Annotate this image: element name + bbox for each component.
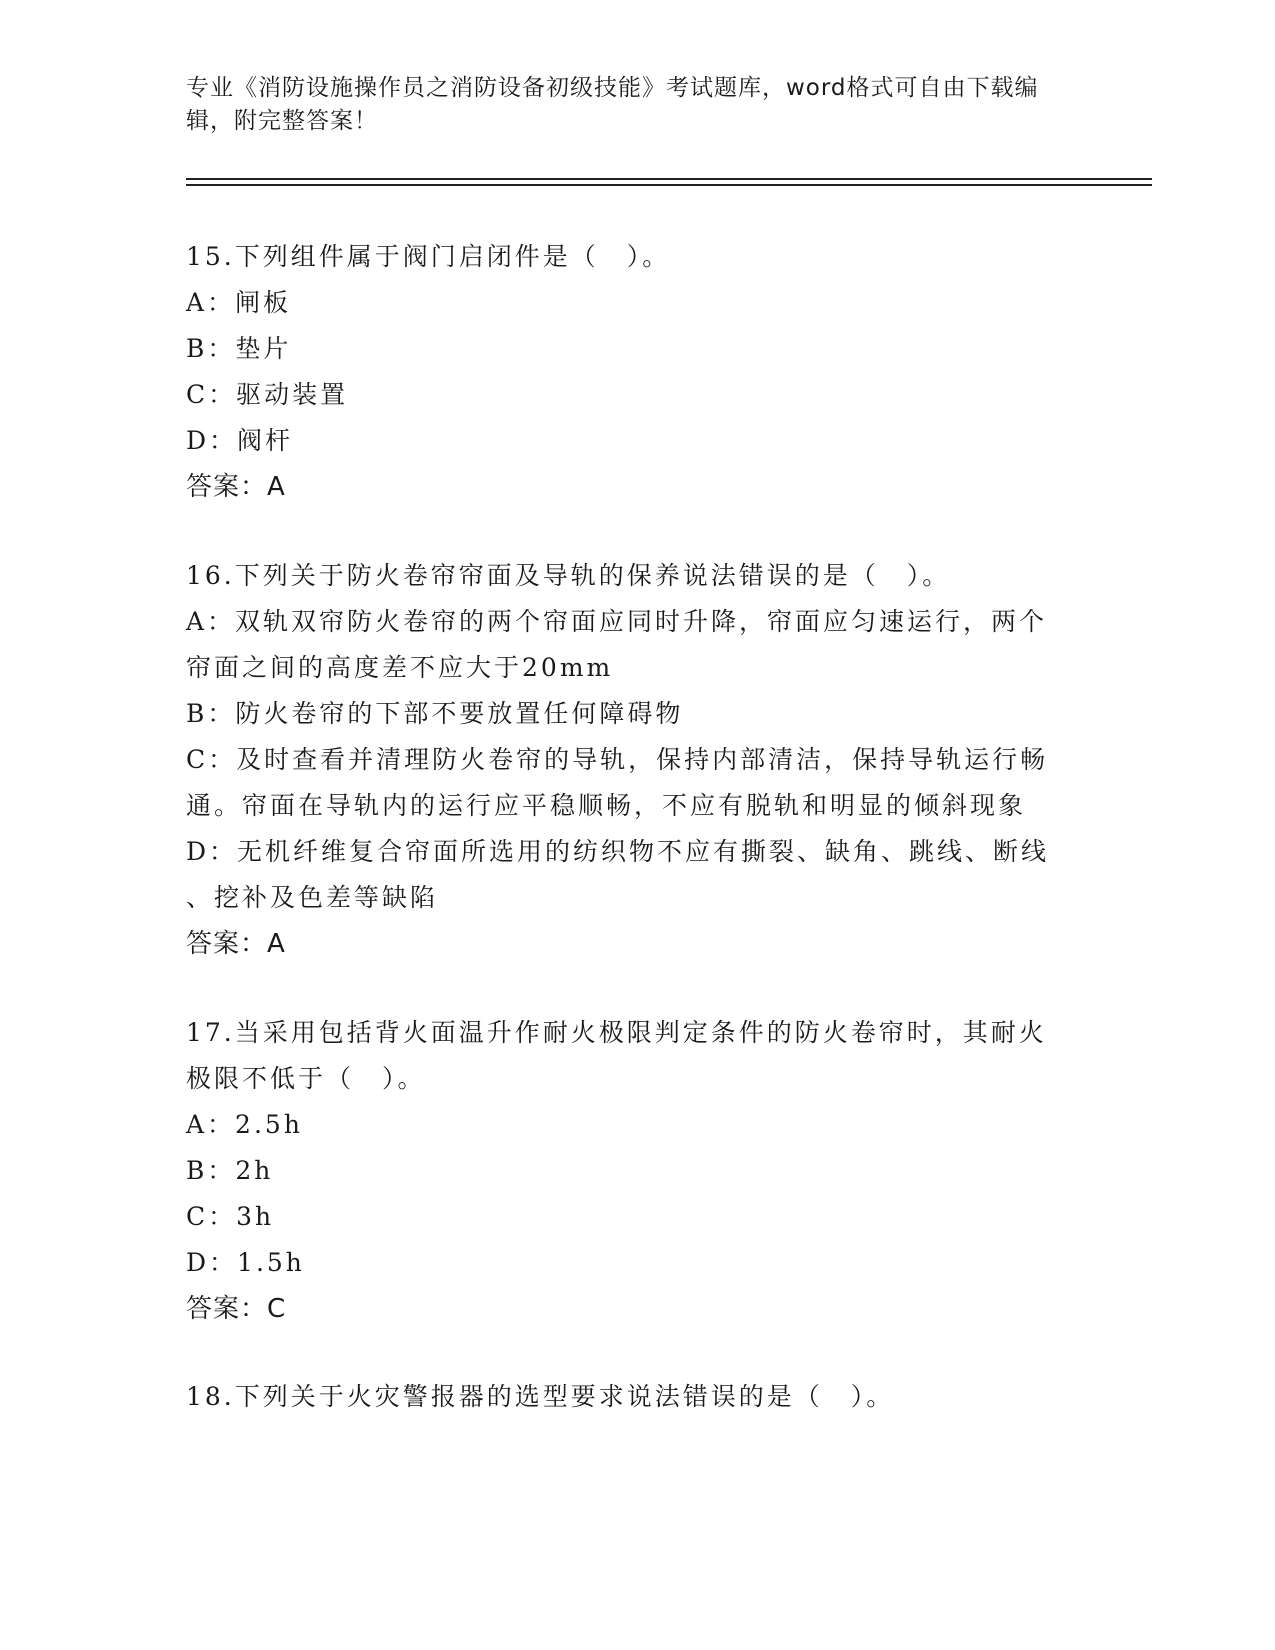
header-divider-top xyxy=(186,178,1152,180)
option-d: D：1.5h xyxy=(186,1248,305,1277)
question-15 xyxy=(186,234,1086,510)
question-stem: 15.下列组件属于阀门启闭件是（ ）。 xyxy=(186,242,671,271)
option-a: A：闸板 xyxy=(186,288,292,317)
option-a: A：双轨双帘防火卷帘的两个帘面应同时升降，帘面应匀速运行，两个 xyxy=(186,607,1048,636)
answer-label: 答案：A xyxy=(186,472,286,502)
option-d: D：阀杆 xyxy=(186,426,294,455)
option-d: D：无机纤维复合帘面所选用的纺织物不应有撕裂、缺角、跳线、断线 xyxy=(186,837,1050,866)
option-a: A：2.5h xyxy=(186,1110,303,1139)
option-d-continued: 、挖补及色差等缺陷 xyxy=(186,883,439,912)
option-b: B：2h xyxy=(186,1156,274,1185)
option-a-continued: 帘面之间的高度差不应大于20mm xyxy=(186,653,614,682)
question-18 xyxy=(186,1374,1086,1420)
option-b: B：垫片 xyxy=(186,334,292,363)
answer-label: 答案：A xyxy=(186,929,286,959)
question-stem: 17.当采用包括背火面温升作耐火极限判定条件的防火卷帘时，其耐火 xyxy=(186,1018,1047,1047)
document-header-intro: 专业《消防设施操作员之消防设备初级技能》考试题库，word格式可自由下载编辑，附完整答案！ xyxy=(186,75,1039,134)
answer-label: 答案：C xyxy=(186,1294,287,1324)
option-c: C：3h xyxy=(186,1202,275,1231)
question-stem: 18.下列关于火灾警报器的选型要求说法错误的是（ ）。 xyxy=(186,1382,895,1411)
question-stem-continued: 极限不低于（ ）。 xyxy=(186,1064,426,1093)
option-b: B：防火卷帘的下部不要放置任何障碍物 xyxy=(186,699,684,728)
question-stem: 16.下列关于防火卷帘帘面及导轨的保养说法错误的是（ ）。 xyxy=(186,561,951,590)
option-c: C：及时查看并清理防火卷帘的导轨，保持内部清洁，保持导轨运行畅 xyxy=(186,745,1049,774)
header-divider-bottom xyxy=(186,184,1152,186)
option-c-continued: 通。帘面在导轨内的运行应平稳顺畅，不应有脱轨和明显的倾斜现象 xyxy=(186,791,1027,820)
option-c: C：驱动装置 xyxy=(186,380,349,409)
question-17 xyxy=(186,1010,1086,1332)
question-16 xyxy=(186,553,1086,967)
